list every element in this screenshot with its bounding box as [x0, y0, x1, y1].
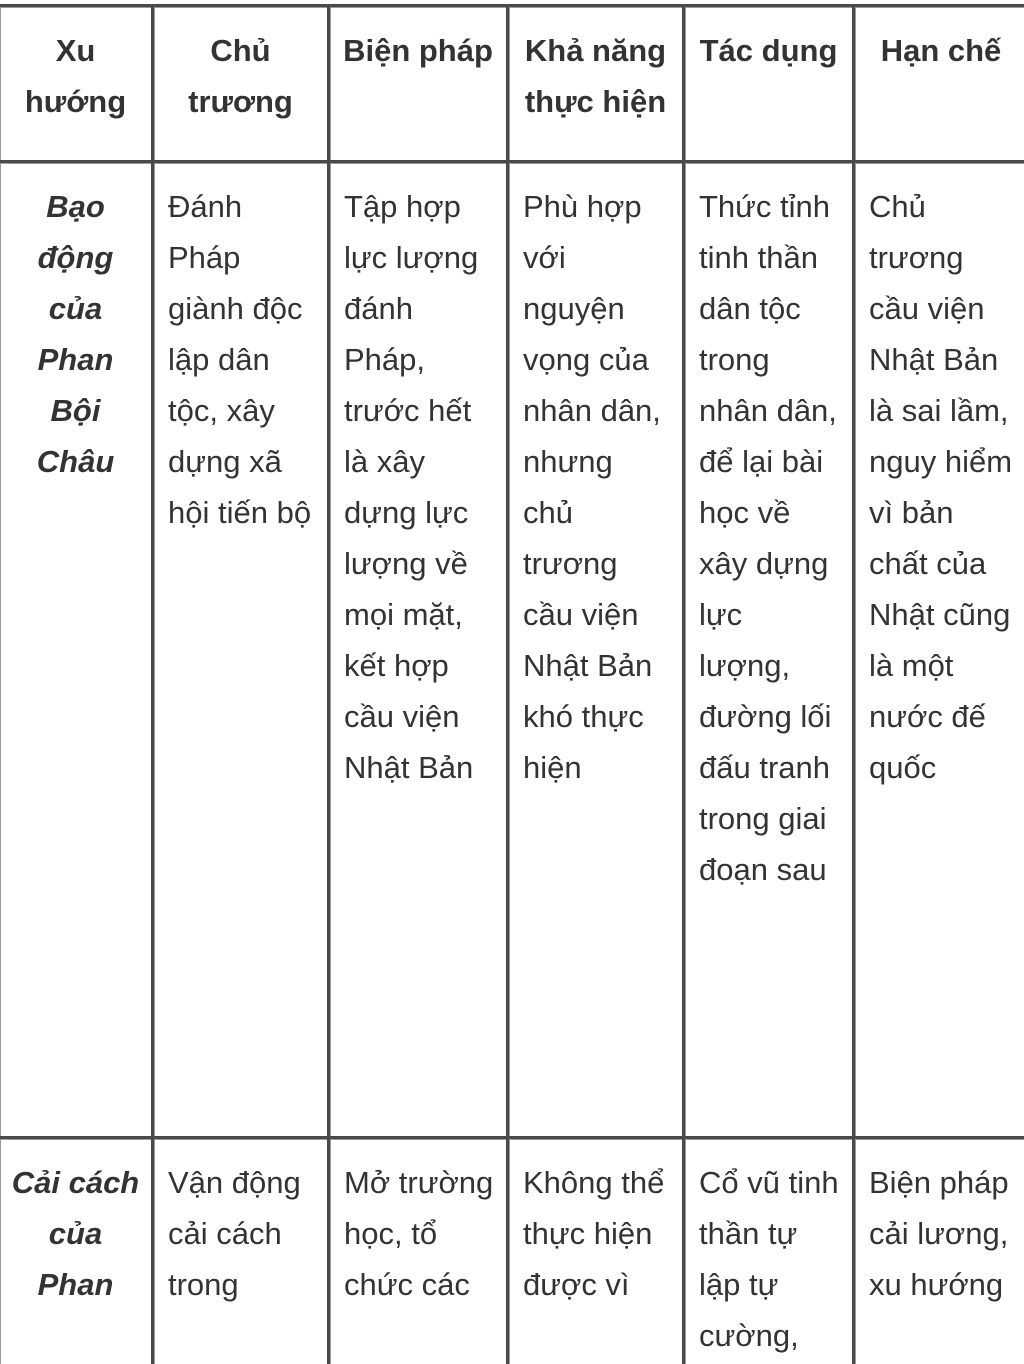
header-effect: Tác dụng	[682, 4, 852, 160]
header-trend: Xu hướng	[0, 4, 151, 160]
header-limitation: Hạn chế	[852, 4, 1024, 160]
table-cell: Phù hợp với nguyện vọng của nhân dân, nhưng chủ trương cầu viện Nhật Bản khó thực hiện	[506, 160, 682, 1136]
table-row	[0, 160, 1024, 1136]
header-measures: Biện pháp	[327, 4, 506, 160]
header-policy: Chủ trương	[151, 4, 327, 160]
row-trend-label: Bạo động của Phan Bội Châu	[0, 160, 151, 1136]
table-cell: Chủ trương cầu viện Nhật Bản là sai lầm, nguy hiểm vì bản chất của Nhật cũng là một nước đế quốc	[852, 160, 1024, 1136]
table-cell: Tập hợp lực lượng đánh Pháp, trước hết là xây dựng lực lượng về mọi mặt, kết hợp cầu viện Nhật Bản	[327, 160, 506, 1136]
header-feasibility: Khả năng thực hiện	[506, 4, 682, 160]
table-cell: Vận động cải cách trong	[151, 1136, 327, 1364]
table-cell: Cổ vũ tinh thần tự lập tự cường,	[682, 1136, 852, 1364]
table-row	[0, 1136, 1024, 1364]
comparison-table	[0, 4, 1024, 1364]
row-trend-label: Cải cách của Phan	[0, 1136, 151, 1364]
table-cell: Đánh Pháp giành độc lập dân tộc, xây dựng xã hội tiến bộ	[151, 160, 327, 1136]
table-cell: Mở trường học, tổ chức các	[327, 1136, 506, 1364]
table-cell: Biện pháp cải lương, xu hướng	[852, 1136, 1024, 1364]
table-cell: Không thể thực hiện được vì	[506, 1136, 682, 1364]
table-cell: Thức tỉnh tinh thần dân tộc trong nhân dân, để lại bài học về xây dựng lực lượng, đường lối đấu tranh trong giai đoạn sau	[682, 160, 852, 1136]
table-header-row	[0, 4, 1024, 160]
